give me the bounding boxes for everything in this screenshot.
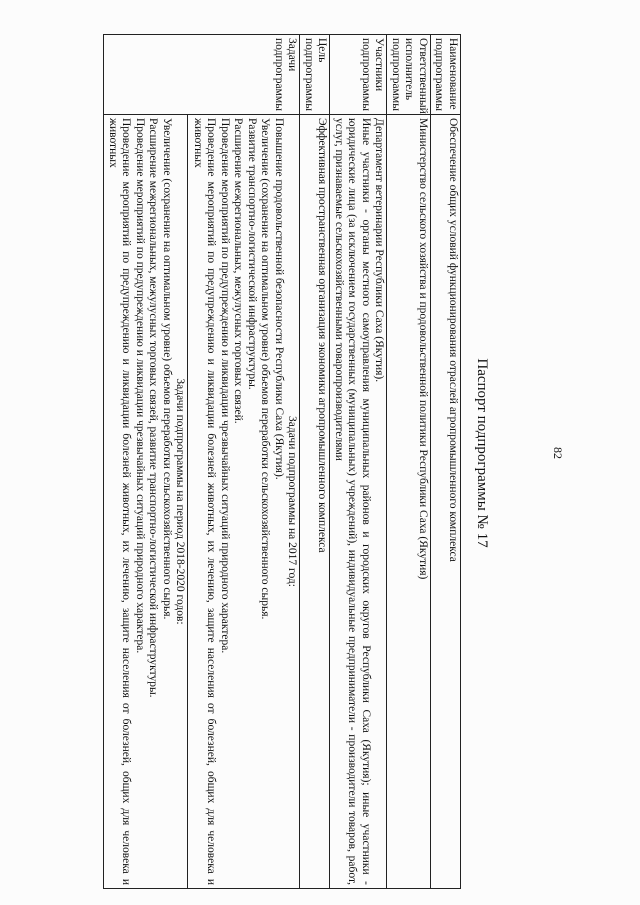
row-label: Ответственный исполнитель подпрограммы [387,35,431,115]
row-content [431,115,461,889]
list-item: Расширение межрегиональных, межулусных торговых связей, развитие транспортно-логистической инфраструктуры. [147,118,160,698]
table-row [104,35,300,889]
row-content [300,115,330,889]
page-number: 82 [551,447,565,459]
tasks-2018-heading: Задачи подпрограммы на период 2018-2020 годов: [174,378,187,625]
tasks-2017-heading: Задачи подпрограммы на 2017 год: [286,416,299,587]
row-label: Задачи подпрограммы [104,35,300,115]
content-line: Эффективная пространственная организация экономики агропромышленного комплекса [316,118,329,553]
list-item: Проведение мероприятий по предупреждению и ликвидации чрезвычайных ситуаций природного характера. [134,118,146,654]
row-content [387,115,431,889]
row-content [104,115,300,889]
list-item: Увеличение (сохранение на оптимальном уровне) объемов переработки сельскохозяйственного сырья. [161,118,173,620]
passport-title: Паспорт подпрограммы № 17 [474,358,490,548]
row-label: Наименование подпрограммы [431,35,461,115]
list-item: Проведение мероприятий по предупреждению и ликвидации чрезвычайных ситуаций природного характера. [219,118,231,654]
row-label: Цель подпрограммы [300,35,330,115]
rotated-document [45,18,565,888]
table-row [330,35,387,889]
list-item: Проведение мероприятий по предупреждению и ликвидации болезней животных, их лечению, защите населения от болезней, общих для человека и животных [107,118,133,885]
table-row [387,35,431,889]
list-item: Расширение межрегиональных, межулусных торговых связей. [232,118,245,424]
row-content [330,115,387,889]
list-item: Проведение мероприятий по предупреждению и ликвидации болезней животных, их лечению, защите населения от болезней, общих для человека и животных [192,118,218,885]
list-item: Развитие транспортно-логистической инфраструктуры. [246,118,258,390]
content-line: Департамент ветеринарии Республики Саха (Якутия). [373,118,386,383]
table-row [431,35,461,889]
passport-table [104,34,462,889]
list-item: Повышение продовольственной безопасности Республики Саха (Якутия). [273,118,285,480]
list-item: Увеличение (сохранение на оптимальном уровне) объемов переработки сельскохозяйственного сырья. [259,118,272,620]
content-line: Министерство сельского хозяйства и продовольственной политики Республики Саха (Якутия) [417,118,429,580]
content-line: Обеспечение общих условий функционирования отраслей агропромышленного комплекса [447,118,459,562]
tasks-2018-section [106,115,189,888]
table-row [300,35,330,889]
content-line: Иные участники - органы местного самоуправления муниципальных районов и городских округов Республики Саха (Якутия); иные участники - юридические лица (за исключением государственных (муниципальных) учреждений), индивидуальные предприниматели - производители товаров, работ, услуг, признаваемые сельскохозяйственными товаропроизводителями [333,118,372,885]
row-label: Участники подпрограммы [330,35,387,115]
